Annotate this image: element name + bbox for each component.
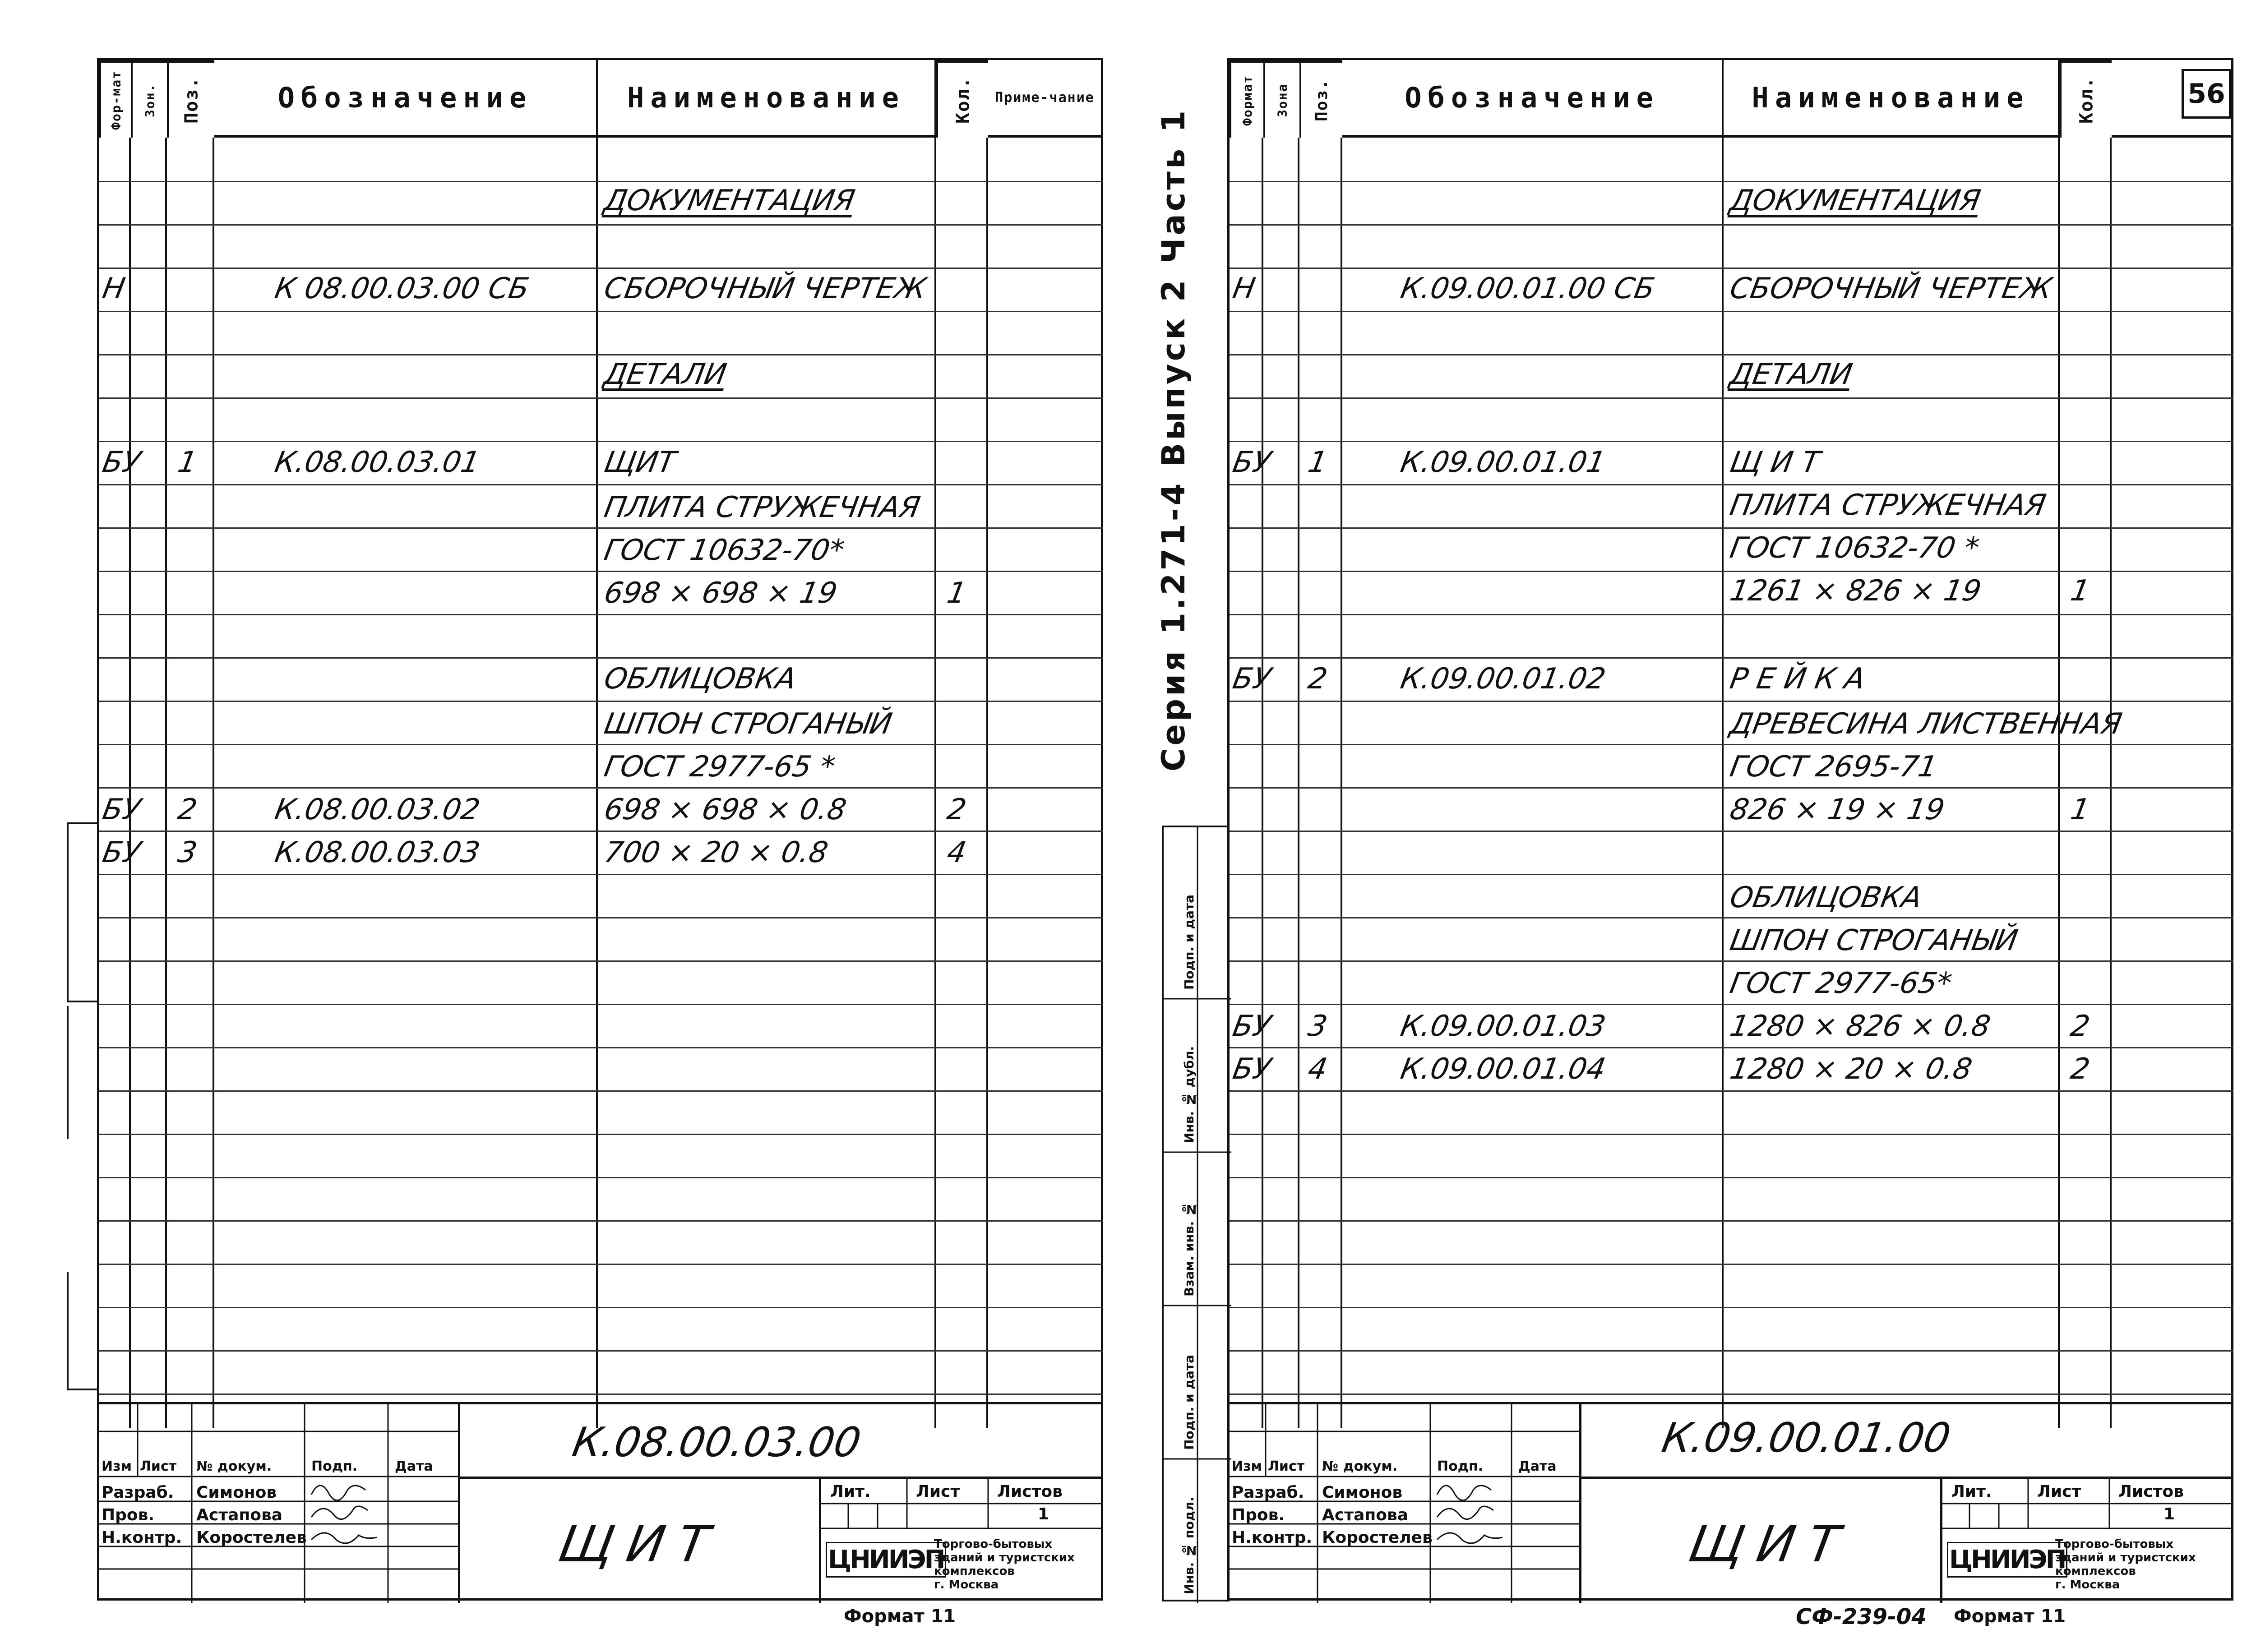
row-quantity: 4 — [944, 836, 969, 869]
row-line — [1230, 1047, 2233, 1048]
header-designation: Обозначение — [1342, 60, 1724, 138]
row-name: ПЛИТА СТРУЖЕЧНАЯ — [1727, 489, 2048, 522]
person-2: Астапова — [196, 1506, 283, 1524]
col-line — [1230, 138, 1263, 1428]
row-line — [99, 571, 1103, 572]
row-name: Щ И Т — [1727, 446, 1823, 479]
row-line — [99, 441, 1103, 442]
row-name: ГОСТ 2977-65* — [1727, 967, 1955, 1000]
left-edge-marks — [0, 0, 97, 1652]
row-name: ГОСТ 10632-70* — [601, 534, 847, 567]
row-format: БУ — [100, 836, 143, 869]
row-line — [1230, 917, 2233, 918]
row-designation: К.09.00.01.04 — [1398, 1052, 1609, 1086]
org-line-4: г. Москва — [934, 1578, 999, 1592]
header-format: Фор-мат — [99, 60, 131, 138]
sheet-head: Лист — [916, 1482, 960, 1501]
org-line-1: Торгово-бытовых — [934, 1537, 1053, 1551]
tb-left-grid — [99, 1404, 460, 1603]
row-line — [99, 917, 1103, 918]
row-line — [99, 1394, 1103, 1395]
header-qty: Кол. — [936, 60, 988, 138]
margin-grid — [1164, 827, 1231, 1603]
org-line-4: г. Москва — [2055, 1578, 2120, 1592]
row-line — [99, 311, 1103, 312]
row-position: 3 — [1305, 1010, 1330, 1043]
row-line — [1230, 397, 2233, 399]
lit-head: Лит. — [830, 1482, 871, 1501]
margin-label-3: Взам. инв. № — [1182, 1202, 1197, 1297]
row-line — [1230, 1090, 2233, 1092]
row-name: 700 × 20 × 0.8 — [601, 836, 831, 869]
row-name: 698 × 698 × 19 — [601, 577, 840, 610]
row-line — [99, 181, 1103, 182]
right-code-label: СФ-239-04 — [1796, 1604, 1927, 1629]
row-position: 3 — [175, 836, 200, 869]
row-name: СБОРОЧНЫЙ ЧЕРТЕЖ — [601, 272, 929, 305]
section-heading: ДОКУМЕНТАЦИЯ — [601, 184, 858, 217]
margin-label-2: Инв. № дубл. — [1182, 1046, 1197, 1143]
row-designation: К.09.00.01.03 — [1398, 1010, 1609, 1043]
row-line — [99, 1177, 1103, 1178]
col-line — [214, 138, 598, 1428]
row-name: ГОСТ 2977-65 * — [601, 750, 838, 784]
row-line — [99, 527, 1103, 529]
row-position: 2 — [1305, 662, 1330, 696]
person-2: Астапова — [1322, 1506, 1409, 1524]
col-line — [2060, 138, 2112, 1428]
signatures — [99, 1404, 460, 1603]
drawing-title: ЩИТ — [554, 1515, 727, 1573]
section-heading: ДЕТАЛИ — [601, 358, 729, 391]
lit-head: Лит. — [1951, 1482, 1992, 1501]
row-quantity: 2 — [2068, 1052, 2093, 1086]
row-name: ОБЛИЦОВКА — [1727, 881, 1924, 914]
header-pos: Поз. — [167, 60, 214, 138]
row-line — [99, 614, 1103, 615]
role-2: Пров. — [102, 1506, 155, 1524]
sheets-count: 1 — [2164, 1505, 2175, 1523]
row-line — [1230, 1307, 2233, 1308]
tb-left-grid — [1230, 1404, 1581, 1603]
row-position: 1 — [175, 446, 200, 479]
role-2: Пров. — [1232, 1506, 1285, 1524]
row-position: 1 — [1305, 446, 1330, 479]
row-line — [1230, 224, 2233, 226]
tb-lit-cell — [1942, 1477, 2233, 1603]
sheet-number: 56 — [2182, 69, 2231, 119]
row-line — [99, 484, 1103, 485]
row-format: БУ — [1230, 446, 1274, 479]
org-logo: ЦНИИЭП — [1947, 1542, 2067, 1578]
row-line — [1230, 614, 2233, 615]
row-name: ШПОН СТРОГАНЫЙ — [1727, 924, 2020, 957]
row-line — [1230, 1177, 2233, 1178]
row-line — [1230, 1004, 2233, 1005]
row-name: ОБЛИЦОВКА — [601, 662, 799, 696]
tb-title-cell — [1581, 1477, 1942, 1603]
row-line — [99, 1004, 1103, 1005]
row-name: 826 × 19 × 19 — [1727, 793, 1947, 826]
row-line — [1230, 1350, 2233, 1352]
row-line — [1230, 484, 2233, 485]
col-line — [131, 138, 167, 1428]
row-line — [99, 354, 1103, 355]
row-line — [1230, 181, 2233, 182]
col-line — [1263, 138, 1299, 1428]
row-position: 4 — [1305, 1052, 1330, 1086]
row-name: ГОСТ 10632-70 * — [1727, 531, 1982, 565]
margin-label-1: Подп. и дата — [1182, 894, 1197, 990]
document-code: К.08.00.03.00 — [569, 1419, 864, 1466]
row-line — [99, 1350, 1103, 1352]
row-designation: К.08.00.03.02 — [272, 793, 483, 826]
header-name: Наименование — [598, 60, 936, 138]
row-line — [1230, 1394, 2233, 1395]
role-1: Разраб. — [1232, 1483, 1304, 1502]
row-line — [99, 701, 1103, 702]
row-line — [1230, 960, 2233, 962]
title-block — [1230, 1402, 2233, 1601]
tb-head-date: Дата — [1518, 1458, 1557, 1474]
row-line — [1230, 1134, 2233, 1135]
document-code: К.09.00.01.00 — [1658, 1414, 1954, 1462]
tb-head-list: Лист — [1268, 1458, 1305, 1474]
title-block — [99, 1402, 1103, 1601]
row-line — [99, 1134, 1103, 1135]
person-1: Симонов — [1322, 1483, 1403, 1502]
row-line — [1230, 657, 2233, 659]
row-quantity: 1 — [2068, 574, 2093, 608]
row-line — [1230, 701, 2233, 702]
row-line — [1230, 1264, 2233, 1265]
row-line — [1230, 268, 2233, 269]
row-line — [99, 831, 1103, 832]
row-name: ПЛИТА СТРУЖЕЧНАЯ — [601, 491, 923, 524]
row-quantity: 1 — [2068, 793, 2093, 826]
left-spec-sheet — [97, 58, 1103, 1601]
col-line — [167, 138, 214, 1428]
row-line — [99, 1220, 1103, 1222]
tb-head-doc: № докум. — [196, 1458, 272, 1474]
col-line — [936, 138, 988, 1428]
row-line — [1230, 527, 2233, 529]
tb-head-date: Дата — [395, 1458, 433, 1474]
org-line-1: Торгово-бытовых — [2055, 1537, 2174, 1551]
header-qty: Кол. — [2060, 60, 2112, 138]
margin-strip — [1162, 826, 1230, 1601]
left-format-label: Формат 11 — [844, 1606, 956, 1627]
tb-head-doc: № докум. — [1322, 1458, 1398, 1474]
row-name: 1261 × 826 × 19 — [1727, 574, 1984, 608]
role-3: Н.контр. — [1232, 1528, 1313, 1547]
row-line — [99, 1090, 1103, 1092]
row-designation: К.09.00.01.02 — [1398, 662, 1609, 696]
header-pos: Поз. — [1299, 60, 1342, 138]
row-line — [99, 268, 1103, 269]
row-line — [99, 787, 1103, 789]
row-position: 2 — [175, 793, 200, 826]
row-designation: К.09.00.01.01 — [1398, 446, 1609, 479]
row-format: БУ — [1230, 1052, 1274, 1086]
tb-lit-cell — [821, 1477, 1103, 1603]
row-format: Н — [1230, 272, 1258, 305]
row-designation: К.08.00.03.03 — [272, 836, 483, 869]
row-quantity: 1 — [944, 577, 969, 610]
row-line — [1230, 744, 2233, 745]
row-line — [99, 1047, 1103, 1048]
header-designation: Обозначение — [214, 60, 598, 138]
row-name: ГОСТ 2695-71 — [1727, 750, 1940, 784]
sheets-count: 1 — [1038, 1505, 1049, 1523]
header-name: Наименование — [1724, 60, 2060, 138]
sheets-head: Листов — [2118, 1482, 2184, 1501]
row-format: БУ — [1230, 662, 1274, 696]
org-logo: ЦНИИЭП — [826, 1542, 946, 1578]
tb-title-cell — [460, 1477, 821, 1603]
row-name: 698 × 698 × 0.8 — [601, 793, 849, 826]
row-format: БУ — [1230, 1010, 1274, 1043]
row-name: 1280 × 20 × 0.8 — [1727, 1052, 1975, 1086]
row-line — [1230, 311, 2233, 312]
margin-label-5: Инв. № подл. — [1182, 1497, 1197, 1594]
row-name: ЩИТ — [601, 446, 679, 479]
org-line-2: зданий и туристских — [934, 1551, 1075, 1564]
col-line — [99, 138, 131, 1428]
row-line — [1230, 441, 2233, 442]
row-name: ШПОН СТРОГАНЫЙ — [601, 707, 895, 741]
row-line — [99, 744, 1103, 745]
tb-head-izm: Изм — [102, 1458, 132, 1474]
right-format-label: Формат 11 — [1954, 1606, 2066, 1627]
col-line — [1342, 138, 1724, 1428]
row-line — [1230, 571, 2233, 572]
tb-head-sign: Подп. — [1437, 1458, 1484, 1474]
row-designation: К 08.00.03.00 СБ — [272, 272, 532, 305]
row-name: 1280 × 826 × 0.8 — [1727, 1010, 1993, 1043]
tb-head-sign: Подп. — [311, 1458, 358, 1474]
org-line-3: комплексов — [934, 1564, 1015, 1578]
org-line-3: комплексов — [2055, 1564, 2136, 1578]
row-line — [99, 1307, 1103, 1308]
role-1: Разраб. — [102, 1483, 174, 1502]
row-line — [1230, 354, 2233, 355]
section-heading: ДЕТАЛИ — [1727, 358, 1855, 391]
right-spec-sheet — [1227, 58, 2233, 1601]
org-line-2: зданий и туристских — [2055, 1551, 2196, 1564]
row-line — [1230, 831, 2233, 832]
row-line — [99, 1264, 1103, 1265]
row-quantity: 2 — [944, 793, 969, 826]
row-name: ДРЕВЕСИНА ЛИСТВЕННАЯ — [1727, 707, 2125, 741]
series-label: Серия 1.271-4 Выпуск 2 Часть 1 — [1155, 107, 1192, 771]
section-heading: ДОКУМЕНТАЦИЯ — [1727, 184, 1983, 217]
row-line — [1230, 787, 2233, 789]
person-1: Симонов — [196, 1483, 277, 1502]
signatures — [1230, 1404, 1581, 1603]
row-designation: К.09.00.01.00 СБ — [1398, 272, 1658, 305]
row-line — [99, 960, 1103, 962]
sheets-head: Листов — [997, 1482, 1063, 1501]
margin-label-4: Подп. и дата — [1182, 1354, 1197, 1450]
header-format: Формат — [1230, 60, 1263, 138]
role-3: Н.контр. — [102, 1528, 182, 1547]
row-line — [99, 657, 1103, 659]
sheet-head: Лист — [2037, 1482, 2081, 1501]
person-3: Коростелев — [196, 1528, 307, 1547]
row-name: СБОРОЧНЫЙ ЧЕРТЕЖ — [1727, 272, 2055, 305]
row-designation: К.08.00.03.01 — [272, 446, 483, 479]
person-3: Коростелев — [1322, 1528, 1433, 1547]
row-name: Р Е Й К А — [1727, 662, 1868, 696]
header-zone: Зона — [1263, 60, 1299, 138]
row-line — [99, 224, 1103, 226]
row-format: БУ — [100, 446, 143, 479]
header-zone: Зон. — [131, 60, 167, 138]
tb-head-izm: Изм — [1232, 1458, 1262, 1474]
tb-head-list: Лист — [140, 1458, 177, 1474]
row-format: БУ — [100, 793, 143, 826]
row-line — [99, 397, 1103, 399]
col-line — [1299, 138, 1342, 1428]
row-quantity: 2 — [2068, 1010, 2093, 1043]
row-format: Н — [100, 272, 128, 305]
header-note: Приме-чание — [988, 60, 1103, 138]
row-line — [1230, 1220, 2233, 1222]
drawing-title: ЩИТ — [1684, 1515, 1858, 1573]
row-line — [1230, 874, 2233, 875]
row-line — [99, 874, 1103, 875]
